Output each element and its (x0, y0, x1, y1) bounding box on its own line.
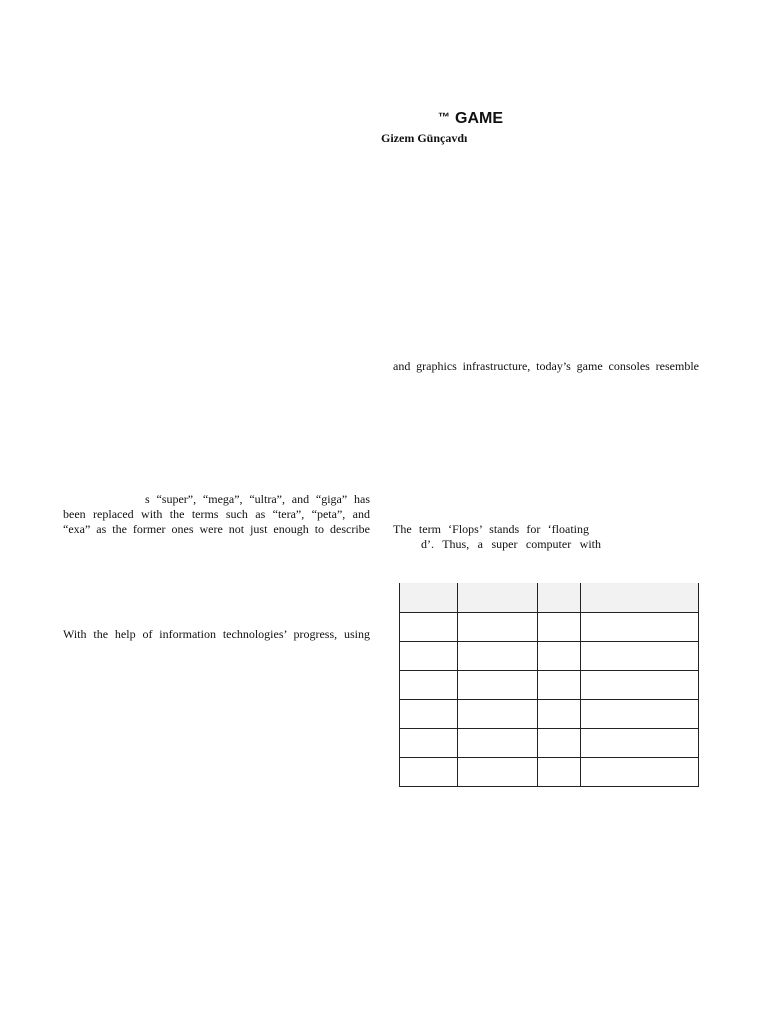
table-cell (400, 700, 458, 729)
table-cell (457, 642, 537, 671)
left-para2-line1: With the help of information technologies’ progress, using (63, 627, 370, 641)
table-cell (537, 613, 581, 642)
table-row (400, 700, 699, 729)
author-name: Gizem Günçavdı (381, 131, 468, 145)
left-para1-line2: been replaced with the terms such as “tera”, “peta”, and (63, 507, 370, 521)
table-cell (457, 671, 537, 700)
table-cell (581, 642, 699, 671)
table-cell (457, 729, 537, 758)
table-cell (457, 583, 537, 613)
left-para1-line3: “exa” as the former ones were not just enough to describe (63, 522, 370, 536)
table-cell (537, 642, 581, 671)
table-row (400, 758, 699, 787)
table-cell (457, 613, 537, 642)
title-text: GAME (455, 110, 503, 127)
left-para1-line1: s “super”, “mega”, “ultra”, and “giga” has (145, 492, 370, 506)
table-cell (581, 758, 699, 787)
table-cell (537, 700, 581, 729)
table-cell (537, 758, 581, 787)
table-cell (581, 583, 699, 613)
table-cell (400, 613, 458, 642)
table-cell (581, 700, 699, 729)
table-cell (400, 671, 458, 700)
table-cell (457, 758, 537, 787)
table-header-row (400, 583, 699, 613)
table-cell (457, 700, 537, 729)
table-cell (400, 642, 458, 671)
table-cell (400, 758, 458, 787)
data-table (399, 583, 699, 787)
table-cell (537, 729, 581, 758)
table-row (400, 642, 699, 671)
table-cell (537, 583, 581, 613)
right-para2-line2: d’. Thus, a super computer with (421, 537, 601, 551)
table-cell (581, 613, 699, 642)
table-cell (537, 671, 581, 700)
trademark-symbol: ™ (438, 110, 450, 124)
table-cell (400, 583, 458, 613)
table-cell (400, 729, 458, 758)
table-row (400, 671, 699, 700)
right-para1-line1: and graphics infrastructure, today’s game consoles resemble (393, 359, 699, 373)
table-cell (581, 671, 699, 700)
table-row (400, 729, 699, 758)
paper-title (438, 110, 503, 128)
table-row (400, 613, 699, 642)
table-cell (581, 729, 699, 758)
right-para2-line1: The term ‘Flops’ stands for ‘floating (393, 522, 589, 536)
